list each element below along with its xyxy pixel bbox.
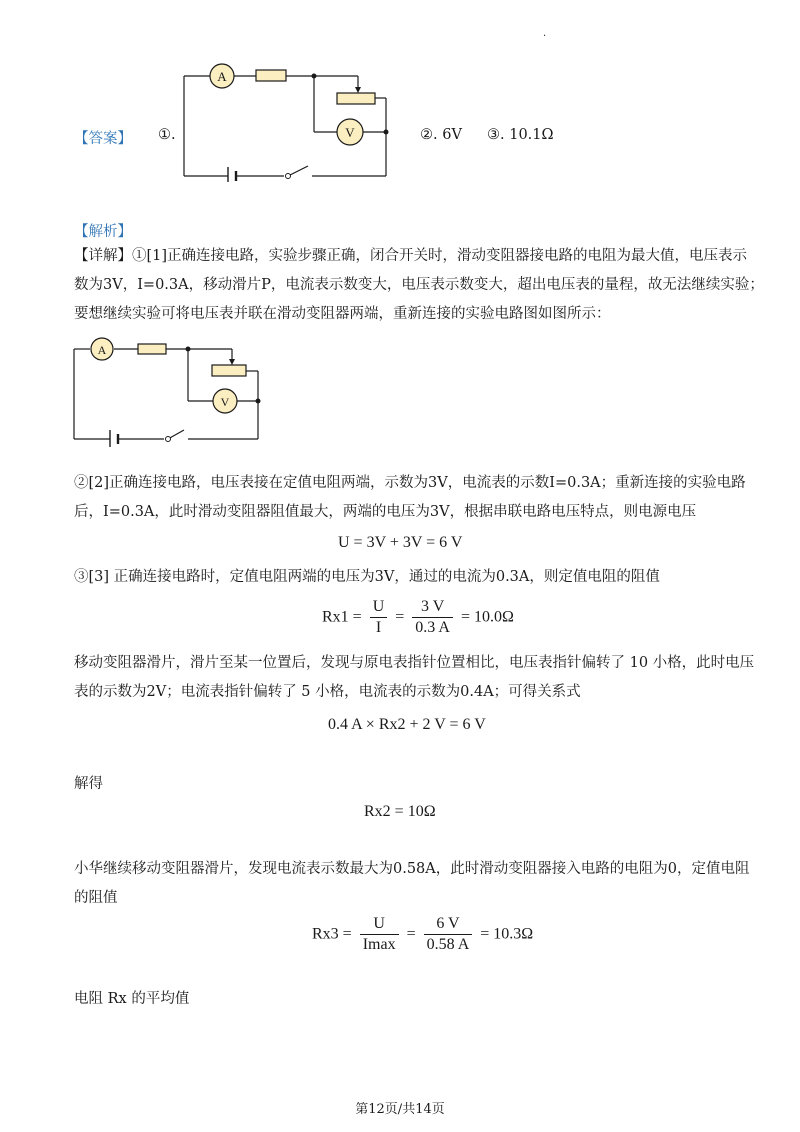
text-line: 表的示数为2V；电流表指针偏转了 5 小格，电流表的示数为0.4A；可得关系式: [74, 684, 581, 700]
resistor-icon: [256, 70, 286, 81]
analysis-tag: 【解析】: [74, 224, 132, 240]
eq-lhs: Rx3: [312, 925, 339, 943]
analysis-paragraph-4: [74, 649, 755, 707]
answer-item-1: ①.: [158, 127, 176, 143]
fraction: [360, 914, 399, 955]
text-line: 要想继续实验可将电压表并联在滑动变阻器两端，重新连接的实验电路图如图所示：: [74, 306, 611, 322]
equation-rx1: [322, 597, 514, 638]
circuit-diagram-analysis: [66, 335, 272, 447]
text-line: 【详解】①[1]正确连接电路，实验步骤正确，闭合开关时，滑动变阻器接电路的电阻为最大值，电压表示: [74, 248, 748, 264]
equation-relation: 0.4 A × Rx2 + 2 V = 6 V: [328, 716, 486, 733]
answer-item-3: ③. 10.1Ω: [487, 127, 554, 143]
eq-result: = 10.3Ω: [480, 925, 534, 943]
answer-tag: 【答案】: [74, 131, 132, 147]
rheostat-icon: [212, 365, 246, 376]
analysis-paragraph-2: [74, 469, 746, 527]
numerator: 6 V: [424, 914, 473, 935]
eq-lhs: Rx1: [322, 608, 349, 626]
text-line: ②[2]正确连接电路，电压表接在定值电阻两端，示数为3V，电流表的示数I=0.3A；重新连接的实验电路: [74, 475, 746, 491]
resistor-icon: [138, 344, 166, 354]
numerator: 3 V: [412, 597, 453, 618]
denominator: Imax: [362, 936, 396, 953]
voltmeter-label: V: [345, 125, 355, 140]
numerator: U: [370, 597, 388, 618]
denominator: I: [375, 619, 382, 636]
denominator: 0.3 A: [415, 619, 450, 636]
analysis-paragraph-7: [74, 985, 734, 1014]
eq-sign: =: [342, 925, 352, 943]
fraction: [412, 597, 453, 638]
circuit-diagram-answer: [176, 56, 392, 182]
top-mark: .: [543, 28, 547, 39]
answer-item-2: ②. 6V: [420, 127, 462, 143]
numerator: U: [360, 914, 399, 935]
ammeter-label: A: [97, 343, 107, 357]
analysis-paragraph-3: [74, 563, 734, 592]
text-line: ③[3] 正确连接电路时，定值电阻两端的电压为3V，通过的电流为0.3A，则定值电阻的阻值: [74, 569, 660, 585]
page-footer: 第12页/共14页: [355, 1102, 445, 1117]
analysis-paragraph-6: [74, 855, 750, 913]
voltmeter-label: V: [220, 395, 230, 409]
fraction: [370, 597, 388, 638]
analysis-paragraph-5: [74, 770, 734, 799]
eq-sign: =: [395, 608, 405, 626]
text-line: 小华继续移动变阻器滑片，发现电流表示数最大为0.58A，此时滑动变阻器接入电路的电阻为0，定值电阻: [74, 861, 750, 877]
text-line: 解得: [74, 776, 103, 792]
equation-rx3: [312, 914, 533, 955]
fraction: [424, 914, 473, 955]
text-line: 后，I=0.3A，此时滑动变阻器阻值最大，两端的电压为3V，根据串联电路电压特点，则电源电压: [74, 504, 697, 520]
rheostat-icon: [337, 93, 375, 104]
equation-rx2: Rx2 = 10Ω: [364, 803, 436, 820]
ammeter-label: A: [217, 69, 227, 84]
analysis-paragraph-1: [74, 242, 764, 329]
eq-sign: =: [352, 608, 362, 626]
text-line: 数为3V，I=0.3A，移动滑片P，电流表示数变大，电压表示数变大，超出电压表的量程，故无法继续实验；: [74, 277, 764, 293]
text-line: 移动变阻器滑片，滑片至某一位置后，发现与原电表指针位置相比，电压表指针偏转了 10 小格，此时电压: [74, 655, 755, 671]
eq-result: = 10.0Ω: [460, 608, 514, 626]
text-line: 电阻 Rx 的平均值: [74, 991, 190, 1007]
denominator: 0.58 A: [426, 936, 470, 953]
text-line: 的阻值: [74, 890, 118, 906]
eq-sign: =: [406, 925, 416, 943]
equation-source-voltage: U = 3V + 3V = 6 V: [338, 534, 463, 551]
